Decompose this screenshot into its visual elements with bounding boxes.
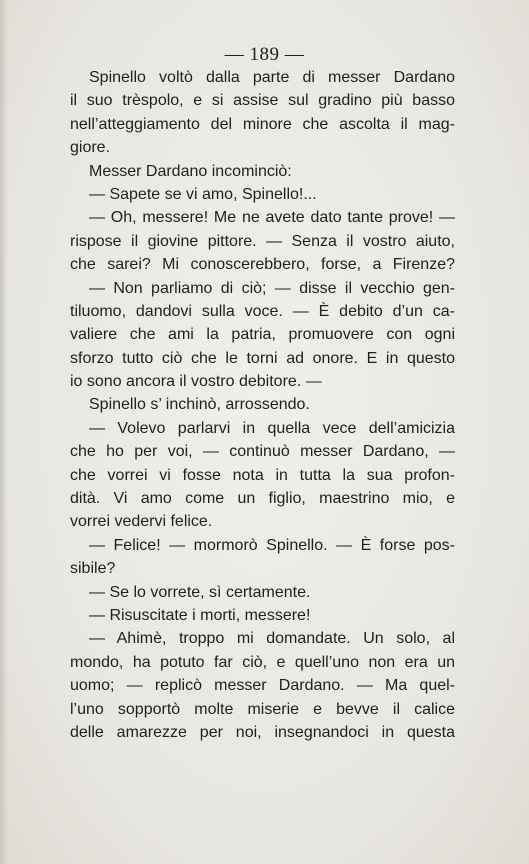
text-line: sforzo tutto ciò che le torni ad onore. E in questo [70, 349, 455, 367]
text-line: che vorrei vi fosse nota in tutta la sua profon- [70, 466, 455, 484]
text-line: — Sapete se vi amo, Spinello!... [89, 185, 317, 203]
text-line: — Risuscitate i morti, messere! [89, 606, 311, 624]
text-line: io sono ancora il vostro debitore. — [70, 373, 322, 391]
text-line: dità. Vi amo come un figlio, maestrino mio, e [70, 490, 455, 508]
text-line: mondo, ha potuto far ciò, e quell’uno non era un [70, 653, 455, 671]
text-line: Messer Dardano incominciò: [89, 162, 292, 180]
text-line: — Non parliamo di ciò; — disse il vecchio gen- [89, 279, 455, 297]
text-line: il suo trèspolo, e si assise sul gradino più basso [70, 92, 455, 110]
text-line: giore. [70, 139, 111, 157]
text-line: — Oh, messere! Me ne avete dato tante prove! — [89, 209, 455, 227]
body-text [70, 66, 455, 744]
text-line: l’uno sopportò molte miserie e bevve il calice [70, 700, 455, 718]
text-line: — Se lo vorrete, sì certamente. [89, 583, 311, 601]
text-line: — Ahimè, troppo mi domandate. Un solo, al [89, 630, 455, 648]
text-line: delle amarezze per noi, insegnandoci in questa [70, 723, 455, 741]
text-line: — Felice! — mormorò Spinello. — È forse pos- [89, 536, 455, 554]
text-line: valiere che ami la patria, promuovere con ogni [70, 326, 455, 344]
text-line: vorrei vedervi felice. [70, 513, 213, 531]
text-line: tiluomo, dandovi sulla voce. — È debito d’un ca- [70, 302, 455, 320]
page-number: — 189 — [224, 44, 305, 65]
text-line: nell’atteggiamento del minore che ascolta il mag- [70, 115, 455, 133]
text-line: sibile? [70, 560, 116, 578]
text-line: uomo; — replicò messer Dardano. — Ma quel- [70, 677, 455, 695]
text-line: — Volevo parlarvi in quella vece dell’amicizia [89, 419, 455, 437]
text-line: Spinello s’ inchinò, arrossendo. [89, 396, 310, 414]
text-line: che ho per voi, — continuò messer Dardano, — [70, 443, 455, 461]
text-line: rispose il giovine pittore. — Senza il vostro aiuto, [70, 232, 455, 250]
text-line: che sarei? Mi conoscerebbero, forse, a Firenze? [70, 256, 455, 274]
text-line: Spinello voltò dalla parte di messer Dardano [89, 69, 455, 86]
page-edge-shadow [0, 0, 8, 864]
